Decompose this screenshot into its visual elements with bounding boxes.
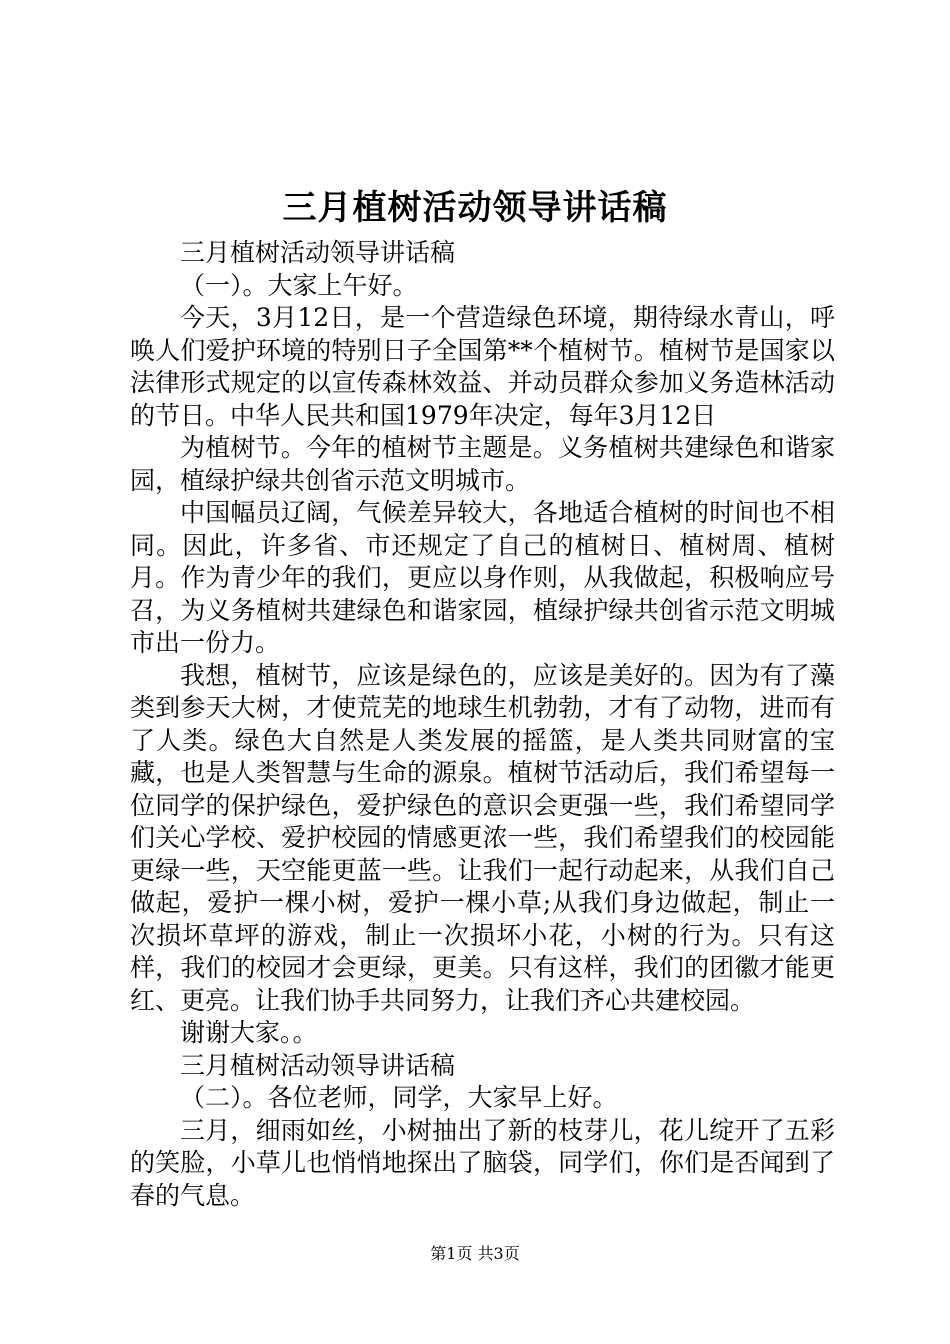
paragraph-heading-1: 三月植树活动领导讲话稿 [180,238,456,267]
paragraph-intro: 今天，3月12日，是一个营造绿色环境，期待绿水青山，呼唤人们爱护环境的特别日子全国第**个植树节。植树节是国家以法律形式规定的以宣传森林效益、并动员群众参加义务造林活动的节日。中华人民共和国1979年决定，每年3月12日 [130,303,835,430]
paragraph-green-hope: 我想，植树节，应该是绿色的，应该是美好的。因为有了藻类到参天大树，才使荒芜的地球生机勃勃，才有了动物，进而有了人类。绿色大自然是人类发展的摇篮，是人类共同财富的宝藏，也是人类智慧与生命的源泉。植树节活动后，我们希望每一位同学的保护绿色，爱护绿色的意识会更强一些，我们希望同学们关心学校、爱护校园的情感更浓一些，我们希望我们的校园能更绿一些，天空能更蓝一些。让我们一起行动起来，从我们自己做起，爱护一棵小树，爱护一棵小草;从我们身边做起，制止一次损坏草坪的游戏，制止一次损坏小花，小树的行为。只有这样，我们的校园才会更绿，更美。只有这样，我们的团徽才能更红、更亮。让我们协手共同努力，让我们齐心共建校园。 [130,660,835,1015]
paragraph-section-1-greeting: （一）。大家上午好。 [180,270,418,300]
paragraph-thanks: 谢谢大家。。 [180,1018,318,1047]
document-body [130,237,835,1212]
paragraph-china-climate: 中国幅员辽阔，气候差异较大，各地适合植树的时间也不相同。因此，许多省、市还规定了自己的植树日、植树周、植树月。作为青少年的我们，更应以身作则，从我做起，积极响应号召，为义务植树共建绿色和谐家园，植绿护绿共创省示范文明城市出一份力。 [130,498,835,657]
paragraph-section-2-greeting: （二）。各位老师，同学，大家早上好。 [180,1083,618,1112]
page-number: 第1页 共3页 [430,1244,520,1263]
paragraph-spring: 三月，细雨如丝，小树抽出了新的枝芽儿，花儿绽开了五彩的笑脸，小草儿也悄悄地探出了脑袋，同学们，你们是否闻到了春的气息。 [130,1115,835,1210]
document-title: 三月植树活动领导讲话稿 [282,188,668,228]
paragraph-heading-2: 三月植树活动领导讲话稿 [180,1050,456,1080]
paragraph-theme: 为植树节。今年的植树节主题是。义务植树共建绿色和谐家园，植绿护绿共创省示范文明城市。 [130,433,835,495]
